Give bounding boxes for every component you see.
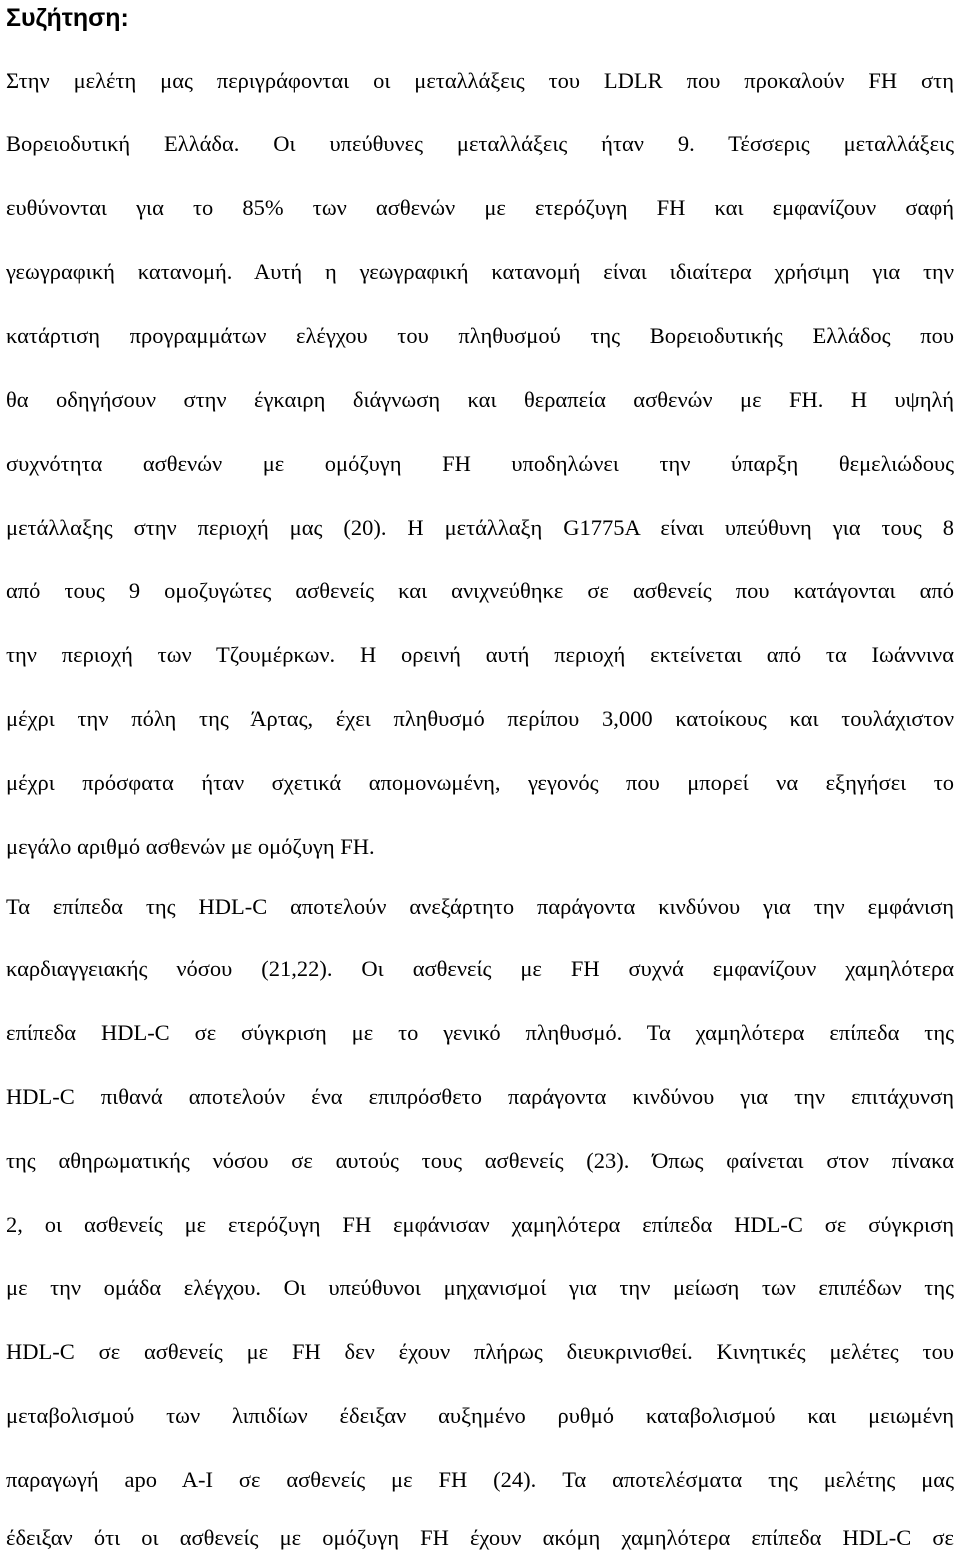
text-line: επίπεδα HDL-C σε σύγκριση με το γενικό πληθυσμό. Τα χαμηλότερα επίπεδα της — [6, 1020, 954, 1045]
text-line: μέχρι την πόλη της Άρτας, έχει πληθυσμό περίπου 3,000 κατοίκους και τουλάχιστον — [6, 706, 954, 731]
text-line: της αθηρωματικής νόσου σε αυτούς τους ασθενείς (23). Όπως φαίνεται στον πίνακα — [6, 1148, 954, 1173]
text-line: μεταβολισμού των λιπιδίων έδειξαν αυξημένο ρυθμό καταβολισμού και μειωμένη — [6, 1403, 954, 1428]
text-line: HDL-C πιθανά αποτελούν ένα επιπρόσθετο παράγοντα κινδύνου για την επιτάχυνση — [6, 1084, 954, 1109]
text-line: συχνότητα ασθενών με ομόζυγη FH υποδηλώνει την ύπαρξη θεμελιώδους — [6, 451, 954, 476]
text-line: μέχρι πρόσφατα ήταν σχετικά απομονωμένη, γεγονός που μπορεί να εξηγήσει το — [6, 770, 954, 795]
text-line: γεωγραφική κατανομή. Αυτή η γεωγραφική κατανομή είναι ιδιαίτερα χρήσιμη για την — [6, 259, 954, 284]
text-line: έδειξαν ότι οι ασθενείς με ομόζυγη FH έχουν ακόμη χαμηλότερα επίπεδα HDL-C σε — [6, 1525, 954, 1550]
text-line: μετάλλαξης στην περιοχή μας (20). Η μετάλλαξη G1775A είναι υπεύθυνη για τους 8 — [6, 515, 954, 540]
text-line: Βορειοδυτική Ελλάδα. Οι υπεύθυνες μεταλλάξεις ήταν 9. Τέσσερις μεταλλάξεις — [6, 131, 954, 156]
text-line: 2, οι ασθενείς με ετερόζυγη FH εμφάνισαν χαμηλότερα επίπεδα HDL-C σε σύγκριση — [6, 1212, 954, 1237]
text-line: με την ομάδα ελέγχου. Οι υπεύθυνοι μηχανισμοί για την μείωση των επιπέδων της — [6, 1275, 954, 1300]
text-line: Στην μελέτη μας περιγράφονται οι μεταλλάξεις του LDLR που προκαλούν FH στη — [6, 68, 954, 93]
text-line: κατάρτιση προγραμμάτων ελέγχου του πληθυσμού της Βορειοδυτικής Ελλάδος που — [6, 323, 954, 348]
text-line: καρδιαγγειακής νόσου (21,22). Οι ασθενείς με FH συχνά εμφανίζουν χαμηλότερα — [6, 956, 954, 981]
text-line: θα οδηγήσουν στην έγκαιρη διάγνωση και θεραπεία ασθενών με FH. Η υψηλή — [6, 387, 954, 412]
text-line: από τους 9 ομοζυγώτες ασθενείς και ανιχνεύθηκε σε ασθενείς που κατάγονται από — [6, 578, 954, 603]
text-line: Τα επίπεδα της HDL-C αποτελούν ανεξάρτητο παράγοντα κινδύνου για την εμφάνιση — [6, 894, 954, 919]
text-line: μεγάλο αριθμό ασθενών με ομόζυγη FH. — [6, 834, 375, 859]
section-heading: Συζήτηση: — [6, 4, 129, 32]
text-line: παραγωγή apo A-I σε ασθενείς με FH (24). Τα αποτελέσματα της μελέτης μας — [6, 1467, 954, 1492]
text-line: HDL-C σε ασθενείς με FH δεν έχουν πλήρως διευκρινισθεί. Κινητικές μελέτες του — [6, 1339, 954, 1364]
text-line: την περιοχή των Τζουμέρκων. Η ορεινή αυτή περιοχή εκτείνεται από τα Ιωάννινα — [6, 642, 954, 667]
text-line: ευθύνονται για το 85% των ασθενών με ετερόζυγη FH και εμφανίζουν σαφή — [6, 195, 954, 220]
